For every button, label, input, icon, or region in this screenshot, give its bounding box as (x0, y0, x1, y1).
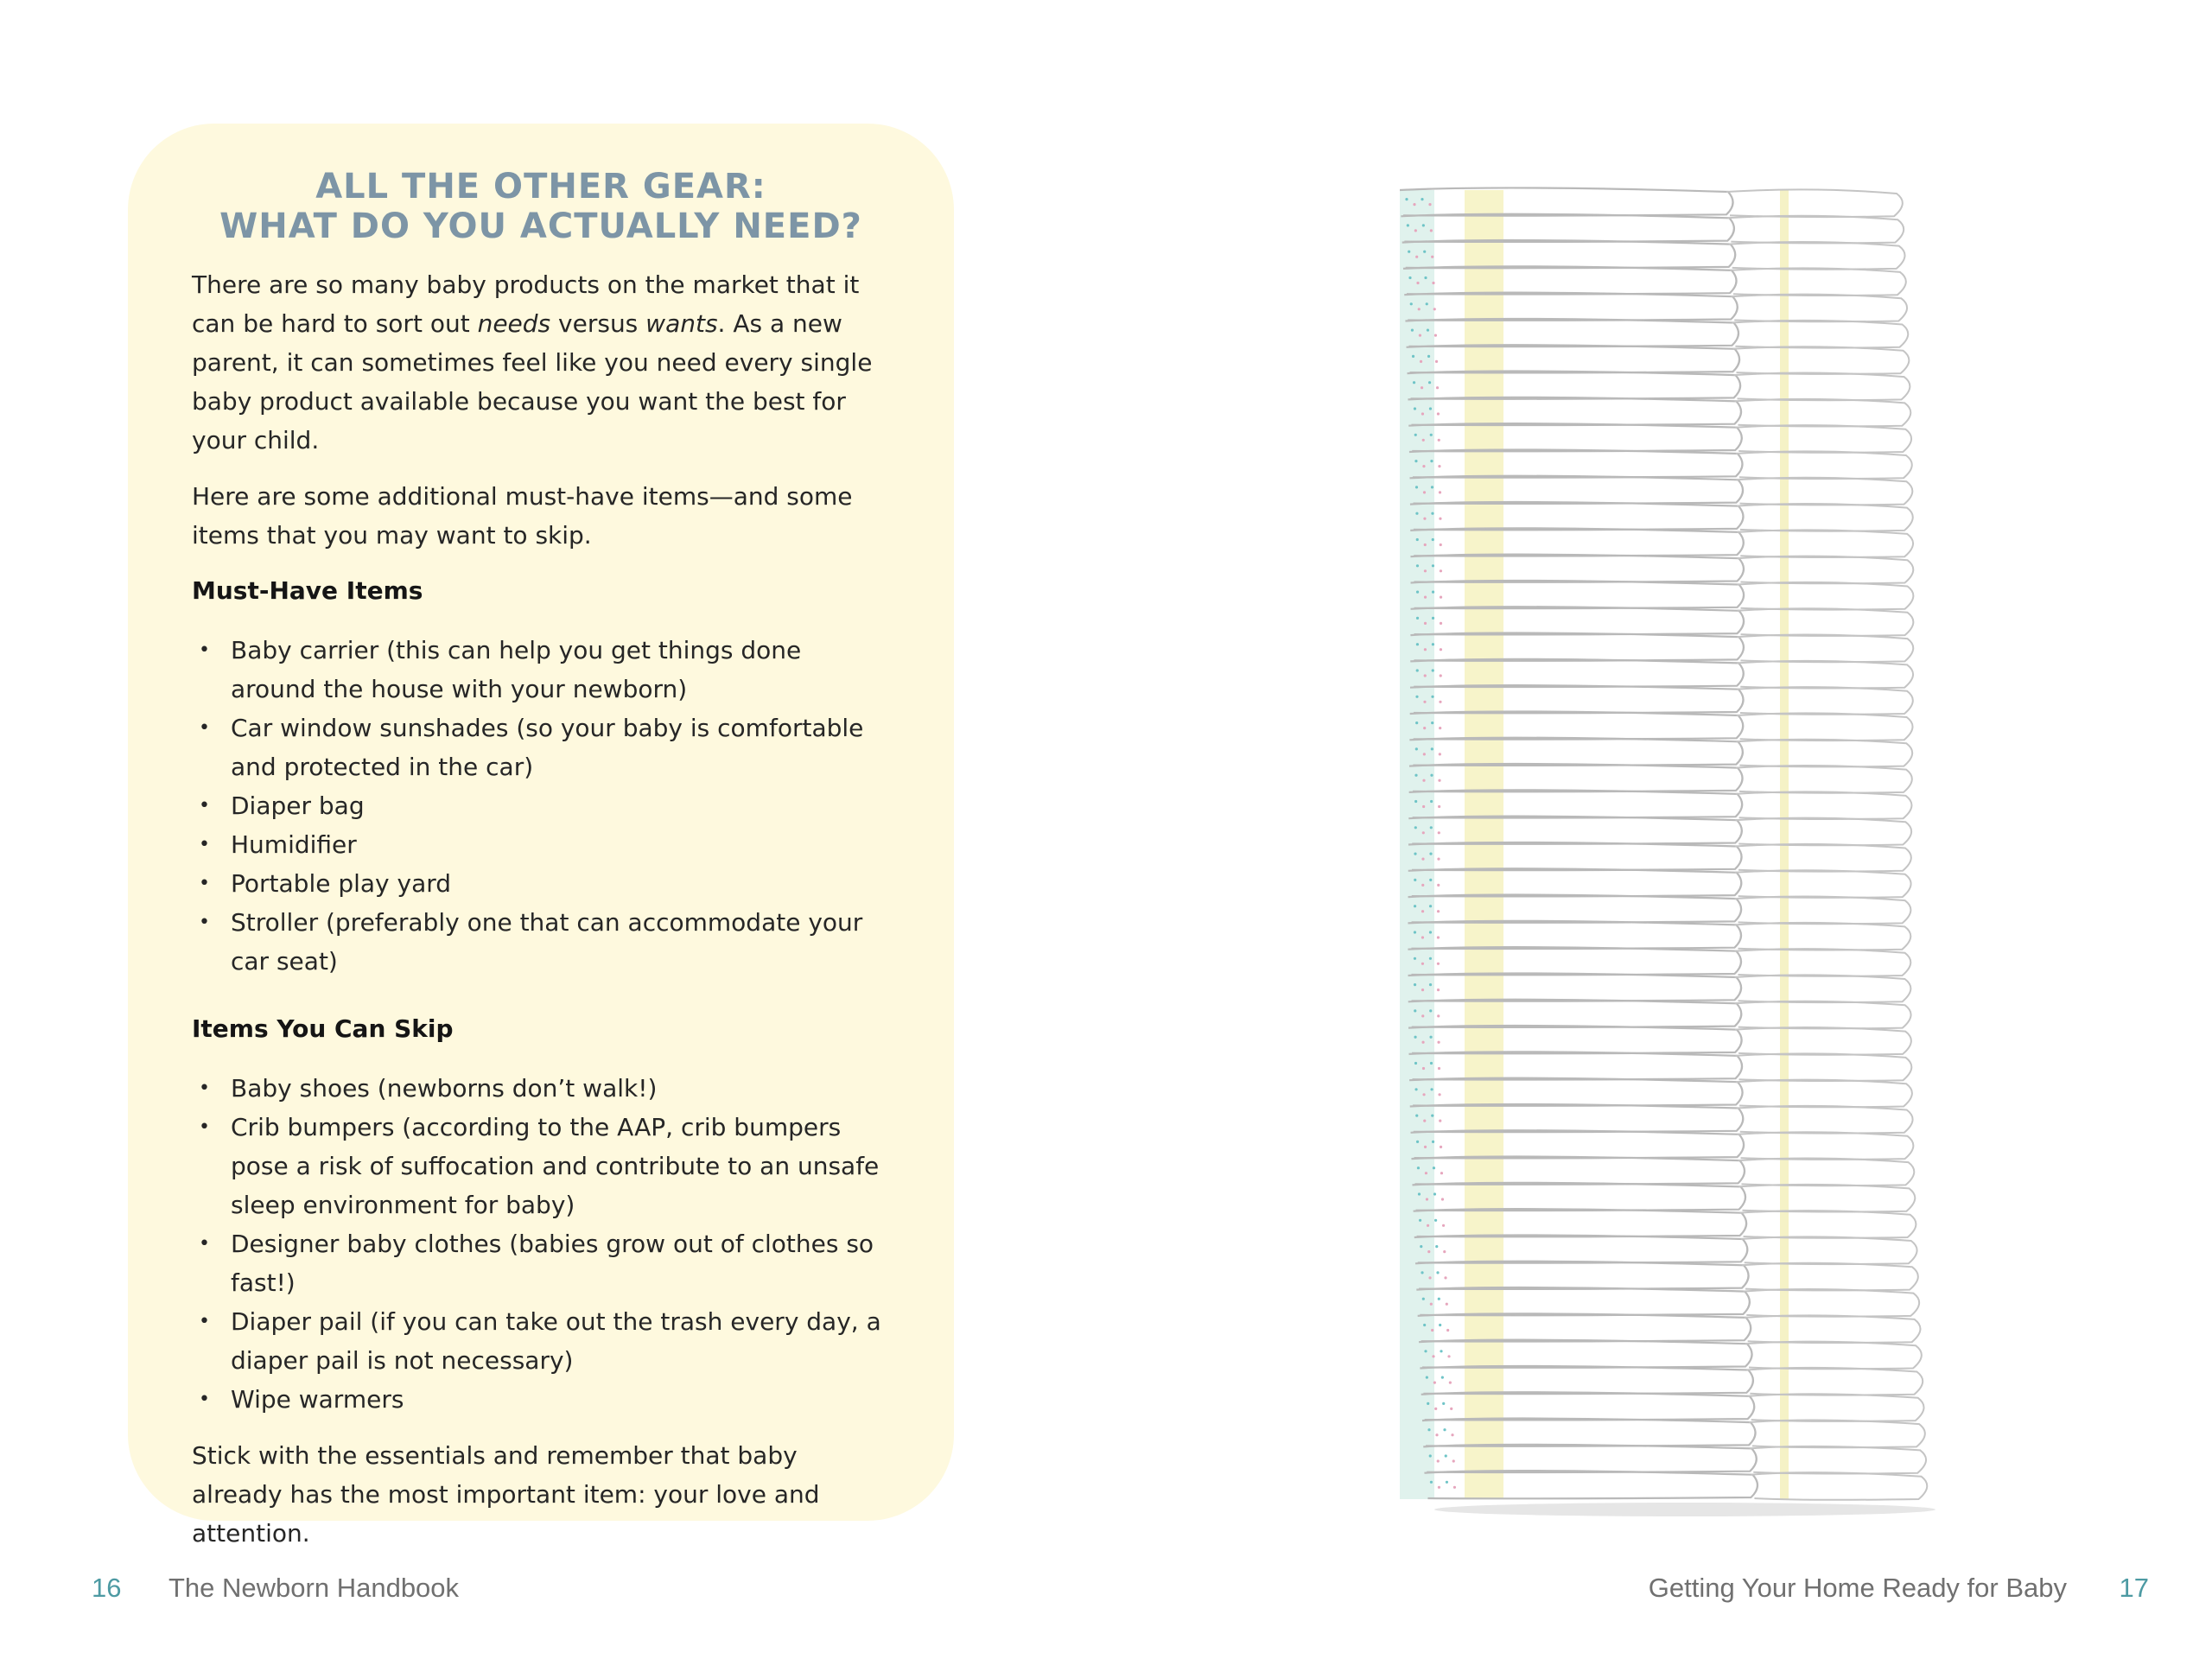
list-item-text: Diaper pail (if you can take out the trash every day, a diaper pail is not necessary) (231, 1307, 881, 1375)
list-item (192, 786, 890, 825)
title-line-1: ALL THE OTHER GEAR: (315, 167, 766, 207)
must-have-heading: Must-Have Items (192, 576, 423, 605)
bullet: • (199, 873, 210, 894)
bullet: • (199, 717, 210, 739)
bullet: • (199, 912, 210, 933)
bullet: • (199, 1233, 210, 1255)
bullet: • (199, 1077, 210, 1099)
list-item-text: Portable play yard (231, 869, 452, 898)
list-item (192, 1302, 890, 1380)
intro-text-3: . As a new parent, it can sometimes feel like you need every single baby product available because you want the best for your child. (192, 309, 873, 454)
list-item (192, 1380, 890, 1419)
diaper-stack-icon (1400, 188, 1936, 1516)
list-item (192, 1108, 890, 1224)
bullet: • (199, 639, 210, 661)
right-running-title: Getting Your Home Ready for Baby (1648, 1573, 2067, 1603)
intro-emphasis-wants: wants (645, 309, 718, 338)
list-item-text: Car window sunshades (so your baby is comfortable and protected in the car) (231, 714, 864, 781)
bullet: • (199, 795, 210, 817)
list-item (192, 709, 890, 786)
bullet: • (199, 1389, 210, 1410)
list-item (192, 864, 890, 903)
bullet: • (199, 834, 210, 855)
list-item-text: Crib bumpers (according to the AAP, crib bumpers pose a risk of suffocation and contribute to an unsafe sleep environment for baby) (231, 1113, 880, 1219)
list-item (192, 903, 890, 981)
list-item-text: Baby shoes (newborns don’t walk!) (231, 1074, 658, 1103)
bullet: • (199, 1311, 210, 1332)
list-item-text: Diaper bag (231, 791, 365, 820)
bullet: • (199, 1116, 210, 1138)
list-item (192, 825, 890, 864)
diaper-stack-illustration (1400, 173, 1953, 1521)
list-item-text: Humidifier (231, 830, 357, 859)
info-panel (128, 124, 954, 1548)
left-running-title: The Newborn Handbook (168, 1573, 460, 1603)
panel-title (192, 167, 890, 246)
must-have-list (192, 631, 890, 981)
title-line-2: WHAT DO YOU ACTUALLY NEED? (219, 207, 862, 246)
list-item-text: Baby carrier (this can help you get things done around the house with your newborn) (231, 636, 802, 703)
list-item (192, 1224, 890, 1302)
intro-paragraph (192, 265, 890, 460)
list-item-text: Designer baby clothes (babies grow out of clothes so fast!) (231, 1230, 874, 1297)
right-page-number: 17 (2119, 1573, 2149, 1603)
left-page-number: 16 (92, 1573, 122, 1603)
list-item-text: Wipe warmers (231, 1385, 404, 1414)
skip-heading: Items You Can Skip (192, 1014, 454, 1043)
intro-paragraph-2: Here are some additional must-have items—and some items that you may want to skip. (192, 482, 853, 550)
intro-text-1: There are so many baby products on the market that it can be hard to sort out (192, 270, 860, 338)
list-item-text: Stroller (preferably one that can accommodate your car seat) (231, 908, 863, 976)
closing-paragraph: Stick with the essentials and remember that baby already has the most important item: your love and attention. (192, 1441, 820, 1548)
intro-text-2: versus (550, 309, 646, 338)
list-item (192, 1069, 890, 1108)
intro-emphasis-needs: needs (477, 309, 551, 338)
skip-list (192, 1069, 890, 1419)
list-item (192, 631, 890, 709)
